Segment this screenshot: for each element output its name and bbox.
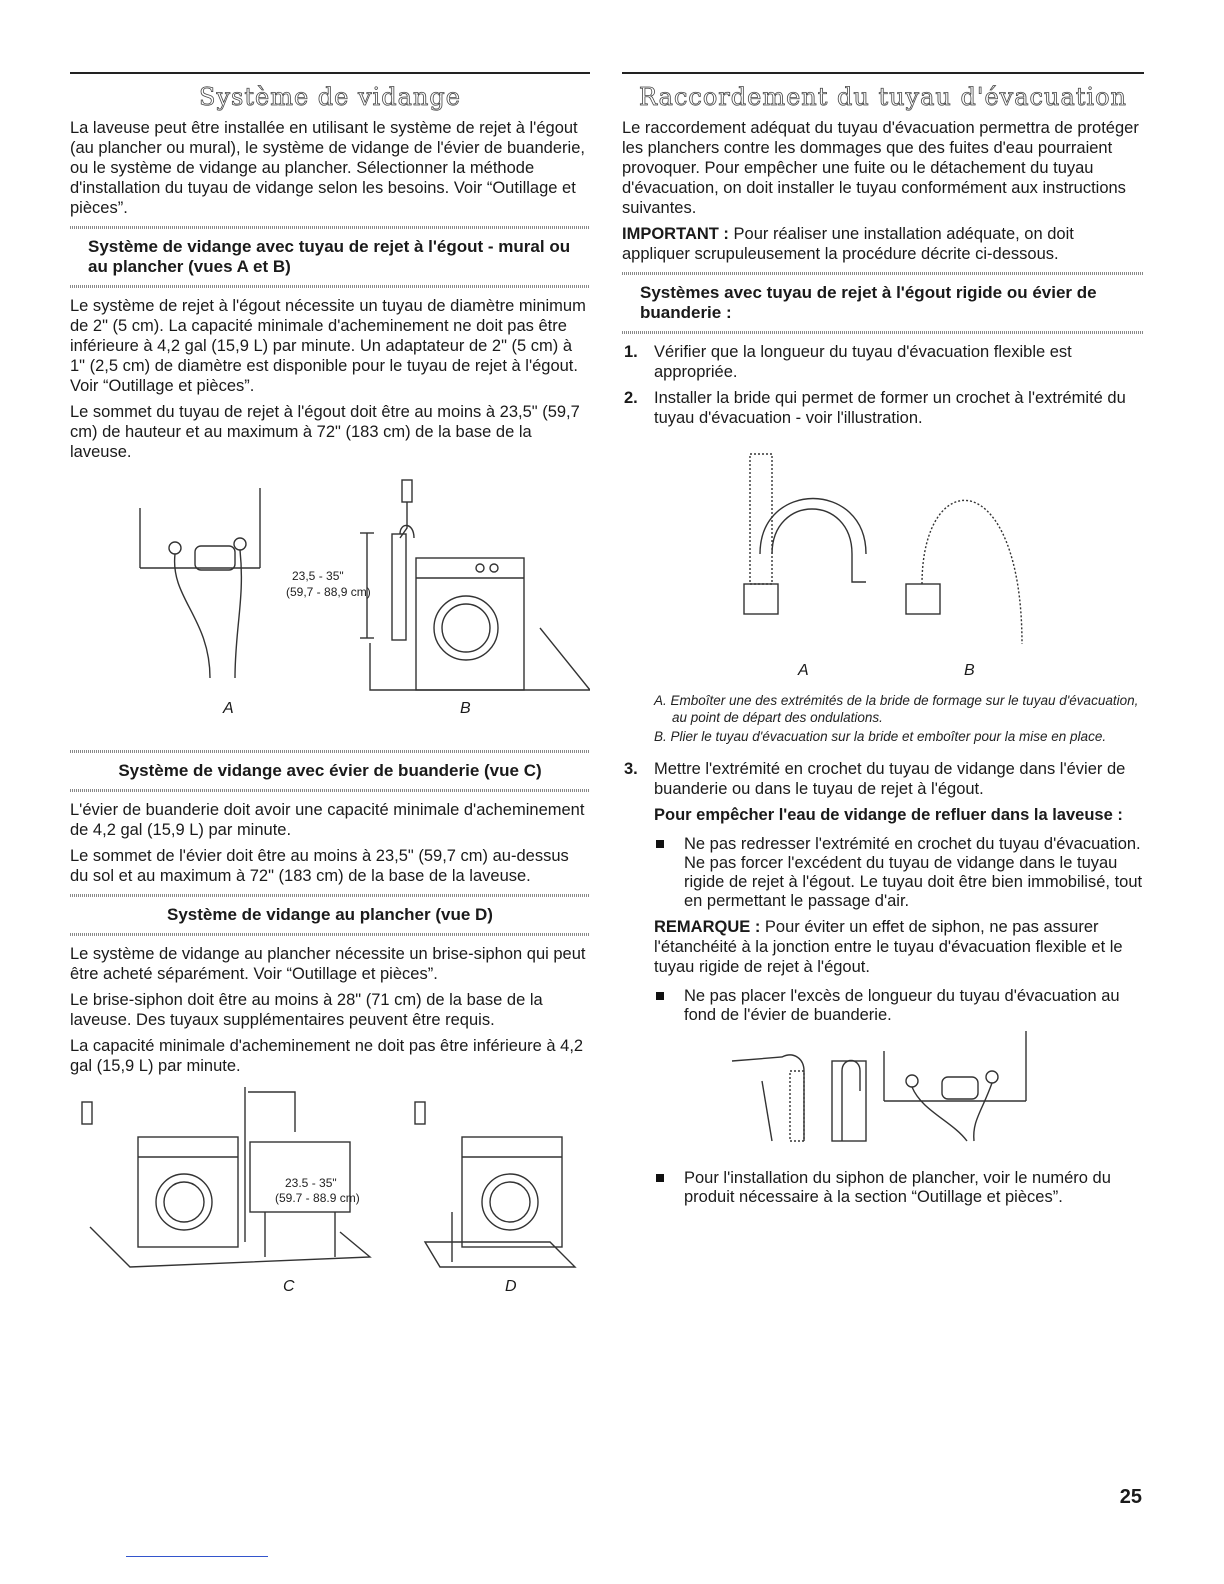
laundry-tub-paragraph-2: Le sommet de l'évier doit être au moins à 23,5" (59,7 cm) au-dessus du sol et au maximum à 72" (183 cm) de la base de la laveuse. [70, 847, 569, 885]
step-number: 1. [624, 343, 638, 361]
bullet-text: Ne pas placer l'excès de longueur du tuyau d'évacuation au fond de l'évier de buanderie. [684, 987, 1120, 1024]
dimension-label: 23,5 - 35" [292, 569, 344, 583]
page-number: 25 [1119, 1486, 1142, 1508]
floor-drain-paragraph-3: La capacité minimale d'acheminement ne doit pas être inférieure à 4,2 gal (15,9 L) par minute. [70, 1037, 584, 1075]
step-text: Installer la bride qui permet de former un crochet à l'extrémité du tuyau d'évacuation - voir l'illustration. [654, 389, 1126, 427]
right-column [622, 72, 1144, 1213]
divider [622, 331, 1144, 334]
bullet-square-icon [656, 840, 664, 848]
figure-hose-hooks [622, 1031, 1144, 1159]
important-label: IMPORTANT : [622, 225, 729, 243]
step-3 [622, 759, 1144, 799]
divider [70, 750, 590, 753]
remarque-note [654, 917, 1144, 977]
section-title-drain-system: Système de vidange [199, 83, 461, 111]
right-intro-paragraph: Le raccordement adéquat du tuyau d'évacuation permettra de protéger les planchers contre les dommages que des fuites d'eau pourraient provoquer. Pour empêcher une fuite ou le détachement du tuyau d'évacuation, on doit installer le tuyau conformément aux instructions suivantes. [622, 119, 1139, 217]
left-column [70, 72, 590, 1300]
step-text: Mettre l'extrémité en crochet du tuyau de vidange dans l'évier de buanderie ou dans le tuyau de rejet à l'égout. [654, 760, 1126, 798]
top-rule [70, 72, 590, 74]
hose-hooks-illustration [622, 1031, 1144, 1159]
steps-list [622, 342, 1144, 428]
divider [70, 789, 590, 792]
figure-label-b: B [964, 662, 975, 679]
dimension-label-metric: (59,7 - 88,9 cm) [286, 585, 371, 599]
subhead-floor-drain: Système de vidange au plancher (vue D) [167, 905, 493, 924]
laundry-tub-paragraph-1: L'évier de buanderie doit avoir une capacité minimale d'acheminement de 4,2 gal (15,9 L) par minute. [70, 801, 585, 839]
figure-label-a: A [223, 700, 234, 717]
bottom-rule [126, 1556, 268, 1557]
subhead-laundry-tub: Système de vidange avec évier de buanderie (vue C) [118, 761, 542, 780]
figure-label-c: C [283, 1278, 295, 1295]
step-number: 3. [624, 760, 638, 778]
remarque-text: Pour éviter un effet de siphon, ne pas assurer l'étanchéité à la jonction entre le tuyau d'évacuation flexible et le tuyau rigide de rejet à l'égout. [654, 918, 1123, 976]
intro-paragraph: La laveuse peut être installée en utilisant le système de rejet à l'égout (au plancher ou mural), le système de vidange de l'évier de buanderie, ou le système de vidange au plancher. Sélectionner la méthode d'installation du tuyau de vidange selon les besoins. Voir “Outillage et pièces”. [70, 119, 585, 217]
floor-drain-paragraph-2: Le brise-siphon doit être au moins à 28" (71 cm) de la base de la laveuse. Des tuyaux supplémentaires peuvent être requis. [70, 991, 543, 1029]
figure-labels-cd [70, 1278, 590, 1300]
tub-floor-illustration [70, 1082, 590, 1278]
figure-label-b: B [460, 700, 471, 717]
bullet-text: Ne pas redresser l'extrémité en crochet du tuyau d'évacuation. Ne pas forcer l'excédent du tuyau de vidange dans le tuyau rigide de rejet à l'égout. Le tuyau doit être bien immobilisé, tout en permettant le passage d'air. [684, 835, 1143, 910]
top-rule [622, 72, 1144, 74]
bullet-item [622, 835, 1144, 911]
caption-b: B. Plier le tuyau d'évacuation sur la bride et emboîter pour la mise en place. [654, 729, 1107, 744]
bullet-item [622, 987, 1144, 1025]
dimension-label-c-metric: (59.7 - 88.9 cm) [275, 1191, 360, 1205]
standpipe-paragraph-1: Le système de rejet à l'égout nécessite un tuyau de diamètre minimum de 2" (5 cm). La capacité minimale d'acheminement ne doit pas être inférieure à 4,2 gal (15,9 L) par minute. Un adaptateur de 2" (5 cm) à 1" (2,5 cm) de diamètre est disponible pour le tuyau de rejet à l'égout. Voir “Outillage et pièces”. [70, 297, 586, 395]
figure-labels-ab [70, 700, 590, 722]
figure-labels-hose [622, 662, 1144, 684]
step-1 [622, 342, 1144, 382]
important-text: Pour réaliser une installation adéquate, on doit appliquer scrupuleusement la procédure décrite ci-dessous. [622, 225, 1074, 263]
dimension-label-c: 23.5 - 35" [285, 1176, 337, 1190]
backflow-heading [654, 805, 1144, 825]
subhead-rigid-standpipe: Systèmes avec tuyau de rejet à l'égout rigide ou évier de buanderie : [640, 283, 1097, 322]
standpipe-paragraph-2: Le sommet du tuyau de rejet à l'égout doit être au moins à 23,5" (59,7 cm) de hauteur et au maximum à 72" (183 cm) de la base de la laveuse. [70, 403, 580, 461]
figure-hose-form [622, 434, 1144, 662]
hose-form-illustration [622, 434, 1144, 662]
standpipe-illustration [70, 468, 590, 700]
step-text: Vérifier que la longueur du tuyau d'évacuation flexible est appropriée. [654, 343, 1072, 381]
bullet-square-icon [656, 1174, 664, 1182]
section-title-drain-hose: Raccordement du tuyau d'évacuation [639, 83, 1127, 111]
bullet-text: Pour l'installation du siphon de plancher, voir le numéro du produit nécessaire à la section “Outillage et pièces”. [684, 1169, 1111, 1206]
backflow-heading-text: Pour empêcher l'eau de vidange de refluer dans la laveuse : [654, 806, 1123, 824]
step-2 [622, 388, 1144, 428]
divider [70, 894, 590, 897]
floor-drain-paragraph-1: Le système de vidange au plancher nécessite un brise-siphon qui peut être acheté séparément. Voir “Outillage et pièces”. [70, 945, 586, 983]
figure-standpipe [70, 468, 590, 700]
subhead-standpipe: Système de vidange avec tuyau de rejet à l'égout - mural ou au plancher (vues A et B) [88, 237, 571, 276]
divider [70, 933, 590, 936]
caption-a: A. Emboîter une des extrémités de la bride de formage sur le tuyau d'évacuation, au point de départ des ondulations. [654, 693, 1139, 725]
figure-tub-floor [70, 1082, 590, 1278]
steps-list-continued [622, 759, 1144, 799]
important-note [622, 224, 1144, 264]
divider [622, 272, 1144, 275]
bullet-item [622, 1169, 1144, 1207]
figure-label-d: D [505, 1278, 517, 1295]
remarque-label: REMARQUE : [654, 918, 761, 936]
divider [70, 226, 590, 229]
step-number: 2. [624, 389, 638, 407]
divider [70, 285, 590, 288]
bullet-square-icon [656, 992, 664, 1000]
figure-label-a: A [798, 662, 809, 679]
